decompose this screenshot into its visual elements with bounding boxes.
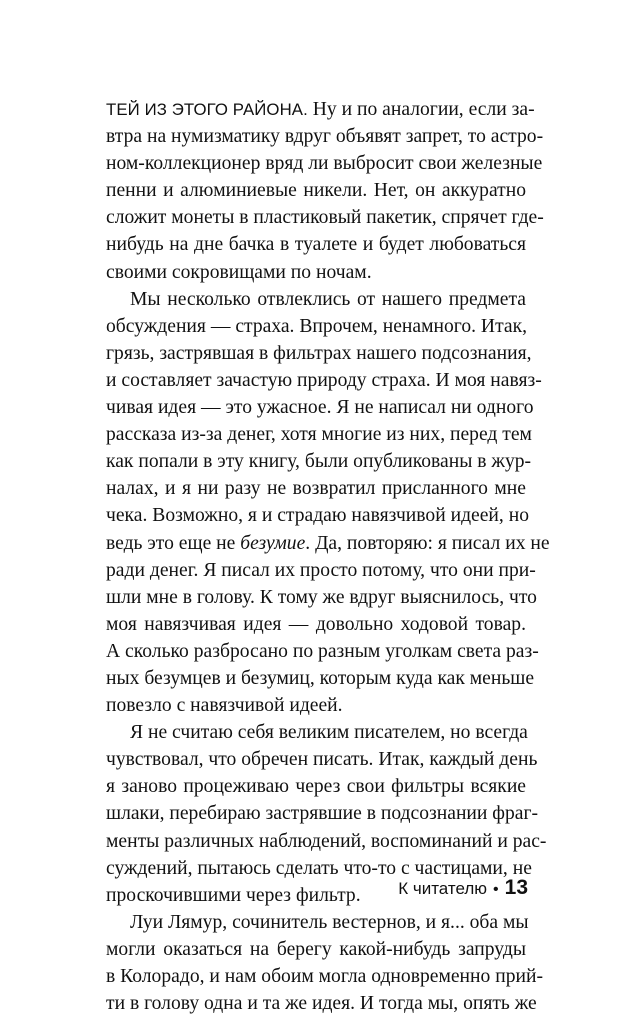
text-segment: ведь это еще не [106, 532, 241, 554]
text-line [106, 177, 526, 204]
text-segment: ных безумцев и безумиц, которым куда как меньше [106, 667, 535, 689]
text-line [106, 150, 543, 177]
text-segment: проскочившими через фильтр. [106, 884, 361, 906]
text-line [106, 638, 539, 665]
text-line [106, 286, 526, 313]
page-footer [398, 876, 528, 900]
paragraph [106, 909, 544, 1017]
text-line [106, 231, 526, 258]
text-segment: чивая идея — это ужасное. Я не написал ни одного [106, 397, 534, 419]
text-segment: ти в голову одна и та же идея. И тогда мы, опять же [106, 993, 537, 1015]
text-segment: в Колорадо, и нам обоим могла одновременно прий- [106, 966, 544, 987]
text-line [106, 909, 529, 936]
text-segment: Мы несколько отвлеклись от нашего предмета [130, 288, 526, 310]
text-segment: как попали в эту книгу, были опубликованы в жур- [106, 451, 532, 473]
text-line [106, 719, 526, 746]
text-segment: пенни и алюминиевые никели. Нет, он аккуратно [106, 180, 526, 202]
text-line [106, 475, 526, 502]
bullet-separator: • [493, 881, 499, 898]
text-segment: и составляет зачастую природу страха. И моя навяз- [106, 369, 542, 391]
text-segment: могли оказаться на берегу какой-нибудь запруды [106, 938, 526, 960]
text-segment: чувствовал, что обречен писать. Итак, каждый день [106, 749, 538, 771]
text-line [106, 828, 547, 855]
text-segment: нибудь на дне бачка в туалете и будет любоваться [106, 234, 526, 256]
text-line [106, 96, 535, 123]
text-line [106, 584, 537, 611]
text-segment: шлаки, перебираю застрявшие в подсознании фраг- [106, 803, 539, 825]
text-segment: рассказа из-за денег, хотя многие из них, перед тем [106, 424, 532, 446]
caps-text: ТЕЙ ИЗ ЭТОГО РАЙОНА. [106, 100, 308, 119]
text-segment: своими сокровищами по ночам. [106, 261, 372, 283]
emphasis-text: безумие [240, 532, 306, 554]
text-segment: я заново процеживаю через свои фильтры всякие [106, 776, 526, 798]
text-line [106, 773, 526, 800]
text-segment: . Да, повторяю: я писал их не [305, 532, 550, 554]
paragraph [106, 286, 550, 720]
text-line [106, 448, 532, 475]
text-segment: втра на нумизматику вдруг объявят запрет, то астро- [106, 126, 544, 148]
text-segment: моя навязчивая идея — довольно ходовой товар. [106, 613, 526, 635]
text-segment: А сколько разбросано по разным уголкам света раз- [106, 640, 539, 662]
text-line [106, 502, 529, 529]
text-line [106, 530, 550, 557]
text-segment: менты различных наблюдений, воспоминаний и рас- [106, 830, 547, 852]
text-segment: суждений, пытаюсь сделать что-то с частицами, не [106, 857, 532, 879]
text-segment: грязь, застрявшая в фильтрах нашего подсознания, [106, 342, 532, 364]
text-segment: чека. Возможно, я и страдаю навязчивой идеей, но [106, 505, 529, 527]
text-segment: повезло с навязчивой идеей. [106, 695, 343, 717]
text-line [106, 936, 526, 963]
text-line [106, 746, 538, 773]
text-line [106, 259, 526, 286]
text-line [106, 421, 532, 448]
text-segment: ради денег. Я писал их просто потому, что они при- [106, 559, 536, 581]
text-segment: обсуждения — страха. Впрочем, ненамного. Итак, [106, 315, 527, 337]
text-line [106, 963, 544, 990]
text-line [106, 394, 534, 421]
text-line [106, 611, 526, 638]
running-title: К читателю [398, 879, 488, 898]
text-line [106, 313, 526, 340]
text-line [106, 204, 544, 231]
text-line [106, 692, 526, 719]
text-line [106, 367, 542, 394]
text-line [106, 557, 536, 584]
text-segment: ном-коллекционер вряд ли выбросит свои железные [106, 153, 543, 175]
text-line [106, 340, 532, 367]
text-segment: Ну и по аналогии, если за- [307, 99, 535, 120]
paragraph [106, 96, 544, 286]
text-line [106, 990, 537, 1017]
text-segment: налах, и я ни разу не возвратил присланного мне [106, 478, 526, 500]
text-segment: Я не считаю себя великим писателем, но всегда [130, 722, 528, 744]
text-segment: Луи Лямур, сочинитель вестернов, и я... оба мы [130, 911, 529, 933]
text-line [106, 665, 535, 692]
text-line [106, 123, 544, 150]
page-number: 13 [504, 876, 528, 899]
text-segment: шли мне в голову. К тому же вдруг выяснилось, что [106, 586, 537, 608]
text-line [106, 800, 539, 827]
text-segment: сложит монеты в пластиковый пакетик, спрячет где- [106, 207, 544, 229]
